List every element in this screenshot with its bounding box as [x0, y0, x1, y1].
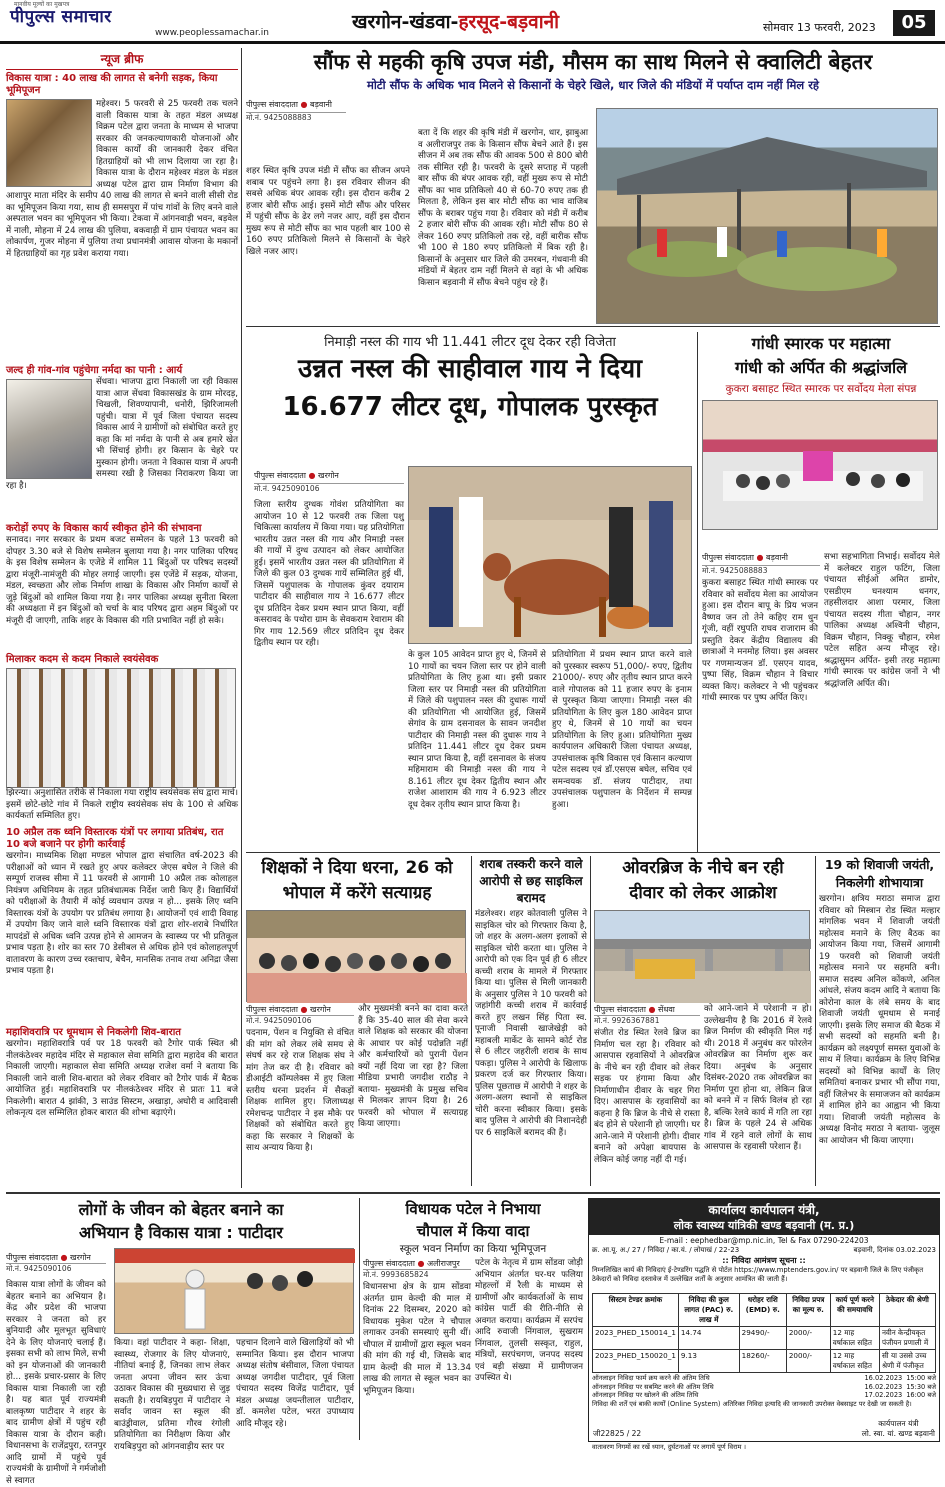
dharna-byline: पीपुल्स संवाददाता ● खरगोन — [246, 1005, 331, 1014]
tender-date-time: 16:00 बजे — [906, 1391, 936, 1399]
chaupal-body-col1: विधानसभा क्षेत्र के ग्राम सोंडवा अंतर्गत ग्राम केल्दी की माल में दिनांक 22 दिसम्बर, 2020 को विधायक मुकेश पटेल ने चौपाल लगाकर उनकी समस्याएं सुनी थीं। चौपाल में ग्रामीणों द्वारा स्कूल भवन की मांग की गई थी, जिसके बाद ग्राम केल्दी की माल में 13.34 लाख की लागत से स्कूल भवन का भूमिपूजन किया। — [363, 1282, 471, 1396]
column-divider — [471, 856, 472, 1186]
overbridge-byline: पीपुल्स संवाददाता ● सेंधवा — [594, 1005, 675, 1014]
brief-body: खरगोन। माध्यमिक शिक्षा मण्डल भोपाल द्वारा संचालित वर्ष-2023 की परीक्षाओं को ध्यान में रखते हुए अपर कलेक्टर जेएस बघेल ने जिले की सम्पूर्ण राजस्व सीमा में 11 फरवरी से आगामी 10 अप्रैल तक कोलाहल नियंत्रण अधिनियम के तहत प्रतिबंधात्मक निर्देश जारी किए हैं। विद्यार्थियों को परीक्षाओं के तैयारी में कोई व्यवधान उत्पन्न न हो... इसके लिए ध्वनि विस्तारक यंत्रों के उपयोग पर प्रतिबंध लगाया है। आयोजनों एवं शादी विवाह में उपयोग किए जाने वाले ध्वनि विस्तारक यंत्रों द्वारा शोर-शराबे निर्धारित मापदंडों से अधिक ध्वनि उत्पन्न होने से आमजन के स्वास्थ्य पर भी प्रतिकूल प्रभाव पड़ता है। शोर का स्तर 70 डेसीबल से अधिक होने एवं कोलाहलपूर्ण वातावरण के कारण उच्च रक्तचाप, बेचैन, मानसिक तनाव तथा अनिद्रा जैसा प्रभाव पड़ता है। — [6, 851, 238, 976]
brief-body: सनावद। नगर सरकार के प्रथम बजट सम्मेलन के पहले 13 फरवरी को दोपहर 3.30 बजे से विशेष सम्मेलन बुलाया गया है। नगर पालिका परिषद के इस विशेष सम्मेलन के एजेंडे में शामिल 11 बिंदुओं पर परिषद सदस्यों द्वारा मंजूरी-नामंजूरी की मोहर लगाई जाएगी। इस एजेंडे में सड़क, योजना, मंडल, स्वच्छता और लोक निर्माण शाखा के विकास और निर्माण कार्यों से जुड़े बिंदुओं को शामिल किया गया है। नगर पालिका अध्यक्ष सुनीता बिरला की अध्यक्षता में इन बिंदुओं को चर्चा के बाद परिषद द्वारा अहम बिंदुओं पर मंजूरी दी जाएगी, ताकि शहर के विकास की गति प्रभावित नहीं हो सके। — [6, 535, 238, 626]
tender-notice — [588, 1198, 940, 1451]
brief-body: खरगोन। महाशिवरात्रि पर्व पर 18 फरवरी को टैगोर पार्क स्थित श्री नीलकंठेश्वर महादेव मंदिर से महाकाल सेवा समिति द्वारा महादेव की बारात निकाली जाएगी। महाकाल सेवा समिति अध्यक्ष राजेश वर्मा ने बताया कि निकाली जाने वाली शिव-बारात को लेकर रविवार को टैगोर पार्क में बैठक आयोजित हुई। महाशिवरात्रि पर नीलकंठेश्वर मंदिर से प्रातः 11 बजे निकलेगी। बारात 4 झांकी, 3 साउंड सिस्टम, अखाड़ा, अघोरी व आदिवासी लोकनृत्य दल सम्मिलित होकर बारात की शोभा बढ़ाएंगे। — [6, 1039, 238, 1118]
byline-mobile: मो.नं. 9425088883 — [246, 112, 346, 123]
brief-headline: विकास यात्रा : 40 लाख की लागत से बनेगी सड़क, किया भूमिपूजन — [6, 73, 218, 96]
region-title-accent: हरसूद-बड़वानी — [458, 11, 560, 33]
tender-signature-row — [589, 1417, 939, 1441]
dharna-headline-1: शिक्षकों ने दिया धरना, 26 को — [261, 858, 453, 878]
teachers-protest-illustration — [247, 911, 467, 1003]
vikas-yatra-illustration — [115, 1249, 355, 1335]
website-url[interactable]: www.peoplessamachar.in — [155, 28, 269, 38]
brief-photo-rss-march — [6, 668, 236, 788]
tender-cell: 12 माह वर्षाकाल सहित — [830, 1327, 879, 1350]
column-divider — [590, 856, 591, 1186]
tender-email: E-mail : eephedbar@mp.nic.in, Tel & Fax 07290-224203 — [659, 1236, 869, 1245]
tender-table-header — [593, 1294, 936, 1327]
tender-dates — [589, 1374, 939, 1400]
brief-photo-vikas-yatra — [6, 99, 92, 187]
tender-date-label: ऑनलाइन निविदा पर सबमिट करने की अंतिम तिथि — [592, 1382, 714, 1391]
tender-signature — [862, 1419, 935, 1439]
brief-headline: 10 अप्रैल तक ध्वनि विस्तारक यंत्रों पर लगाया प्रतिबंध, रात 10 बजे बजाने पर होगी कार्रवाई — [6, 827, 224, 850]
byline-mobile: मो.नं. 9425088883 — [702, 565, 820, 576]
sahiwal-kicker: निमाड़ी नस्ल की गाय भी 11.441 लीटर दूध देकर रही विजेता — [324, 335, 616, 350]
chaupal-headline-1: विधायक पटेल ने निभाया — [405, 1200, 541, 1218]
tender-col-header: धरोहर राशि (EMD) रु. — [739, 1294, 786, 1327]
sahiwal-story — [246, 332, 694, 854]
vikas-body-col2: किया। वहां पाटीदार ने कहा- शिक्षा, स्वास्थ्य, रोजगार के लिए योजनाएं, नीतियां बनाई हैं, जिनका लाभ लेकर जनता अपना जीवन स्तर ऊंचा उठाकर विकास की मुख्यधारा से जुड़ सकती है। रायबिड़पुरा में पाटीदार ने सर्वाद जावन स्त स्कूल की बाउंड्रीवाल, प्रतिमा गौरव रंगोली प्रतियोगिता का निरीक्षण किया और रायबिड़पुरा को आंगनवाड़ीय स्तर पर — [114, 1338, 230, 1452]
byline-mobile: मो.नं. 9993685824 — [363, 1269, 471, 1280]
tender-date-value: 16.02.2023 — [864, 1374, 903, 1382]
dharna-photo — [246, 910, 466, 1002]
byline-mobile: मो.नं. 9425090106 — [246, 1015, 354, 1026]
brief-item — [6, 1027, 238, 1167]
sahiwal-headline-1: उन्नत नस्ल की साहीवाल गाय ने दिया — [298, 354, 642, 384]
sahiwal-byline: पीपुल्स संवाददाता ● खरगोन मो.नं. 9425090106 — [254, 470, 404, 494]
sahiwal-body-col2: के कुल 105 आवेदन प्राप्त हुए थे, जिनमें से 10 गायों का चयन जिला स्तर पर होने वाली प्रतियोगिता के लिए हुआ था। इसी प्रकार जिला स्तर पर निमाड़ी नस्ल की प्रतियोगिता में जिले की पशुपालन नस्ल की दुधारू गायों की प्रतियोगिता भी आयोजित हुई, जिसमें सेगांव के ग्राम दसनावल के सावन जनदीश पाटीदार की निमाड़ी नस्ल की दुधारू गाय ने प्रतिदिन 11.441 लीटर दूध देकर प्रथम स्थान प्राप्त किया है, वहीं दसनावल के संजय महिमाराम की निमाड़ी नस्ल की गाय ने 8.161 लीटर दूध देकर द्वितीय स्थान और राजेश आशाराम की गाय ने 6.923 लीटर दूध देकर तृतीय स्थान प्राप्त किया है। — [408, 650, 546, 810]
byline-mobile: मो.नं. 9425090106 — [6, 1263, 106, 1274]
vikas-yatra-story — [6, 1198, 356, 1486]
tender-cell: 18260/- — [739, 1350, 786, 1373]
saunf-headline: सौंफ से महकी कृषि उपज मंडी, मौसम का साथ मिलने से क्वालिटी बेहतर — [313, 50, 873, 74]
shivaji-story — [819, 856, 940, 1191]
issue-date: सोमवार 13 फरवरी, 2023 — [763, 21, 876, 34]
shivaji-body: खरगोन। क्षत्रिय मराठा समाज द्वारा रविवार को मिस्त्रान रोड स्थित मल्हार मांगलिक भवन में शिवाजी जयंती महोत्सव मनाने के लिए बैठक का आयोजन किया गया, जिसमें आगामी 19 फरवरी को शिवाजी जयंती महोत्सव मनाने पर सहमति बनी। समाज सदस्य अनिल कोंकणे, अनिल आंधले, संजय कदम आदि ने बताया कि कोरोना काल के लंबे समय के बाद शिवाजी जयंती धूमधाम से मनाई जाएगी। इसके लिए समाज की बैठक में सभी सदस्यों को सहमति बनी है। कार्यक्रम को लक्ष्यपूर्ण समस्त युवाओं के साथ में लिया। कार्यक्रम के लिए विभिन्न सदस्यों को विभिन्न कार्यों के लिए समितियां बनाकर प्रभार भी सौंपा गया, वहीं जिलेभर के समाजजन को कार्यक्रम में शामिल होने का आह्वान भी किया गया। शिवाजी जयंती महोत्सव के अध्यक्ष विनोद मराठा ने बताया- जुलूस का आयोजन भी किया जाएगा। — [819, 894, 940, 1146]
dharna-body-col2: और मुख्यमंत्री बनने का दावा करते हैं कि 35-40 साल की सेवा करने वाले शिक्षक को सरकार की योजना के आधार पर कोई पदोन्नति नहीं और कर्मचारियों को पुरानी पेंशन क्यों नहीं दिया जा रहा है? जिला मीडिया प्रभारी जगदीश राठौड़ ने बताया- मुख्यमंत्री के प्रमुख सचिव से मिलकर ज्ञापन दिया है। 26 फरवरी को भोपाल में सत्याग्रह किया जाएगा। — [358, 1004, 468, 1129]
brief-photo-narmada — [6, 379, 92, 479]
brief-item — [6, 827, 238, 1023]
tender-note: वातावरण निगमों का रखें ध्यान, दुर्घटनाओं पर लगायें पूर्ण विराम । — [589, 1441, 939, 1451]
tender-signature-office: लो. स्वा. यां. खण्ड बड़वानी — [861, 1428, 935, 1438]
gandhi-byline: पीपुल्स संवाददाता ● बड़वानी मो.नं. 9425088883 — [702, 552, 820, 576]
tender-table — [592, 1293, 936, 1373]
chaupal-story — [363, 1198, 583, 1440]
byline-name: पीपुल्स संवाददाता — [594, 1005, 646, 1014]
gandhi-story — [702, 332, 940, 852]
chaupal-byline: पीपुल्स संवाददाता ● अलीराजपुर — [363, 1259, 460, 1268]
tender-cell: 2023_PHED_150014_1 — [593, 1327, 679, 1350]
sharab-story — [475, 856, 587, 1191]
byline-place: खरगोन — [310, 1005, 331, 1014]
chaupal-body-col2: पटेल के नेतृत्व में ग्राम सोंडवा जोड़ी अभियान अंतर्गत घर-घर फलिया मोहल्लों में रैली के माध्यम से ग्रामीणों और कार्यकर्ताओं के साथ कांग्रेस पार्टी की रीति-नीति से अवगत कराया। कार्यक्रम में सरपंच आदि रुवाजी निंगवाल, सुखराम निंगवाल, तुलसी सस्कृत, राहुल, मंत्रियों, सरपंचगण, जनपद सदस्य एवं बड़ी संख्या में ग्रामीणजन उपस्थित थे। — [475, 1258, 583, 1383]
overbridge-story — [594, 856, 812, 1191]
newspaper-logo: पीपुल्स समाचार — [10, 7, 112, 27]
tender-cell: सी या उससे उच्च श्रेणी में पंजीकृत — [879, 1350, 935, 1373]
tender-cell: 14.74 — [678, 1327, 739, 1350]
tender-date-row — [592, 1391, 936, 1400]
table-row — [593, 1327, 936, 1350]
byline-name: पीपुल्स संवाददाता — [246, 1005, 298, 1014]
region-title — [352, 8, 724, 36]
dharna-body-col1: पदनाम, पेंशन व नियुक्ति से वंचित की मांग को लेकर लंबे समय से संघर्ष कर रहे राज शिक्षक संघ ने मांग तेज कर दी है। रविवार को डीआईटी कॉम्पलेक्स में हुए जिला स्तरीय धरना प्रदर्शन में सैकड़ों शिक्षक शामिल हुए। जिलाध्यक्ष रमेशचन्द्र पाटीदार ने इस मौके पर शिक्षकों को संबोधित करते हुए कहा कि सरकार ने शिक्षकों के साथ अन्याय किया है। — [246, 1028, 354, 1153]
byline-place: बड़वानी — [310, 100, 332, 109]
sharab-body: मंडलेश्वर। शहर कोतवाली पुलिस ने साइकिल चोर को गिरफ्तार किया है, जो शहर के अलग-अलग इलाकों से साइकिल चोरी करता था। पुलिस ने आरोपी को एक दिन पूर्व ही 6 लीटर कच्ची शराब के मामले में गिरफ्तार किया था। पुलिस से मिली जानकारी के अनुसार पुलिस ने 10 फरवरी को जहांगीरी कच्ची शराब में कार्रवाई करते हुए लखन सिंह पिता स्व. पूनाजी निवासी खाजेखेड़ी को महाबली मार्केट के सामने कोर्ट रोड से 6 लीटर जहरीली शराब के साथ पकड़ा। पुलिस ने आरोपी के खिलाफ प्रकरण दर्ज कर गिरफ्तार किया। पुलिस पूछताछ में आरोपी ने शहर के अलग-अलग स्थानों से साइकिल चोरी करना स्वीकार किया। इसके बाद पुलिस ने आरोपी की निशानदेही पर 6 साइकिलें बरामद की हैं। — [475, 909, 587, 1138]
saunf-body-col1: शहर स्थित कृषि उपज मंडी में सौंफ का सीजन अपने शबाब पर पहुंचने लगा है। इस रविवार सीजन की सबसे अधिक बंपर आवक रही। इस दौरान करीब 2 हजार बोरी सौंफ आई। इसमें मोटी सौंफ और परिसर में पहुंची सौंफ के ढेर लगे नजर आए, वहीं इस दौरान मुख्य रूप से मोटी सौंफ का भाव पहली बार 100 से 160 रुपए प्रतिकिलो मिलने से किसानों के चेहरे खिले नजर आए। — [246, 166, 410, 257]
vikas-body-col1: विकास यात्रा लोगों के जीवन को बेहतर बनाने का अभियान है। केंद्र और प्रदेश की भाजपा सरकार ने जनता को हर बुनियादी और मूलभूत सुविधाएं देने के लिए योजनाएं चलाई हैं। इसका सभी को लाभ मिले, सभी को इन योजनाओं की जानकारी हो... इसके प्रचार-प्रसार के लिए विकास यात्रा निकाली जा रही है। यह बात पूर्व राज्यमंत्री बालकृष्ण पाटीदार ने शहर के बाद ग्रामीण क्षेत्रों में पहुंच रही विकास यात्रा के दौरान कही। विधानसभा के राजेंद्रपुरा, रतनपुर आदि ग्रामों में पहुंचे पूर्व राज्यमंत्री के ग्रामीणों ने गर्मजोशी से स्वागत — [6, 1280, 106, 1486]
tender-ref-no: क्र. आ.यू. अ./ 27 / निविदा / का.यं. / लोयाखं / 22-23 — [592, 1246, 740, 1254]
sahiwal-body-col1: जिला स्तरीय दुग्धक गोवंश प्रतियोगिता का आयोजन 10 से 12 फरवरी तक जिला पशु चिकित्सा कार्यालय में किया गया। यह प्रतियोगिता भारतीय उन्नत नस्ल की गाय और निमाड़ी नस्ल की गायों में दुग्ध उत्पादन को लेकर आयोजित हुई। इसमें भारतीय उन्नत नस्ल की प्रतियोगिता में जिले की कुल 03 दुग्धक गायें सम्मिलित हुई थीं, जिसमें पशुपालक के गोपालक कुंवर दयाराम पाटीदार की साहीवाल गाय ने 16.677 लीटर दूध प्रतिदिन देकर प्रथम स्थान प्राप्त किया, वहीं कसरावद के पथोरा ग्राम के सेवकराम रेवाराम की गिर गाय 12.569 लीटर प्रतिदिन दूध देकर द्वितीय स्थान पर रही। — [254, 500, 404, 648]
byline-name: पीपुल्स संवाददाता — [363, 1259, 415, 1268]
tender-header — [589, 1199, 939, 1235]
byline-place: सेंधवा — [658, 1005, 675, 1014]
tender-ref-date: बड़वानी, दिनांक 03.02.2023 — [853, 1246, 936, 1254]
shivaji-headline: 19 को शिवाजी जयंती, निकलेगी शोभायात्रा — [824, 857, 935, 890]
tender-date-value: 16.02.2023 — [864, 1382, 903, 1391]
saunf-mandi-photo — [596, 108, 938, 324]
masthead — [0, 0, 945, 44]
byline-mobile: मो.नं. 9425090106 — [254, 483, 404, 494]
chaupal-headline-2: चौपाल में किया वादा — [416, 1222, 530, 1240]
tender-footnote: निविदा की शर्तें एवं बाकी कार्यों (Online System) अतिरिक्त निविदा इत्यादि की जानकारी उपरोक्त वेबसाइट पर देखी जा सकती है। — [592, 1399, 912, 1408]
section-divider — [246, 326, 940, 327]
tender-signature-title: कार्यपालन यंत्री — [878, 1418, 919, 1428]
tender-date-value: 17.02.2023 — [864, 1391, 903, 1399]
brief-headline: जल्द ही गांव-गांव पहुंचेगा नर्मदा का पानी : आर्य — [6, 365, 183, 376]
vikas-headline-1: लोगों के जीवन को बेहतर बनाने का — [78, 1200, 284, 1219]
sahiwal-cow-photo — [408, 466, 692, 644]
tender-date-label: ऑनलाइन निविदा फार्म क्रय करने की अंतिम तिथि — [592, 1374, 710, 1382]
cow-award-illustration — [409, 467, 693, 645]
dharna-headline-2: भोपाल में करेंगे सत्याग्रह — [282, 883, 432, 903]
vikas-byline: पीपुल्स संवाददाता ● खरगोन मो.नं. 9425090106 — [6, 1252, 106, 1274]
news-brief-label: न्यूज ब्रीफ — [6, 48, 238, 70]
vikas-yatra-photo — [114, 1248, 354, 1334]
byline-place: खरगोन — [70, 1253, 91, 1262]
brief-body: महेश्वर। 5 फरवरी से 25 फरवरी तक चलने वाली विकास यात्रा के तहत मंडल अध्यक्ष विक्रम पटेल द्वारा जनता के माध्यम से भाजपा सरकार की जनकल्याणकारी योजनाओं और विकास कार्यों की जानकारी देकर वंचित हितग्राहियों को भी लाभ दिलाया जा रहा है। विकास यात्रा के दौरान महेश्वर मंडल के मंडल अध्यक्ष पटेल द्वारा ग्राम निर्माण विभाग की आशापुर माता मंदिर के समीप 40 लाख की लागत से बनने वाली सीसी रोड का भूमिपूजन किया गया, साथ ही समसपुरा में पांच गांवों के लिए बनने वाले अस्पताल भवन का भूमिपूजन भी किया। टेकवा में आंगनवाड़ी भवन, बड़वेल में नाली, मोहना में 24 लाख की पुलिया, बकवाड़ी में ग्राम पंचायत भवन का लोकार्पण, गुजर मोहना में पुलिया तथा प्रधानमंत्री आवास योजना के मकानों में हितग्राहियों का गृह प्रवेश कराया गया। — [6, 99, 238, 259]
section-divider — [246, 852, 940, 853]
brief-item — [6, 73, 238, 361]
sarvodaya-mela-illustration — [703, 401, 939, 531]
column-divider — [241, 48, 242, 1188]
gandhi-kicker: कुकरा बसाहट स्थित स्मारक पर सर्वोदय मेला संपन्न — [725, 383, 917, 395]
saunf-byline: पीपुल्स संवाददाता ● बड़वानी — [246, 100, 332, 109]
brief-item — [6, 523, 238, 650]
tender-cell: 2000/- — [786, 1350, 830, 1373]
overbridge-photo — [594, 910, 810, 1002]
tender-notice-text: निम्नलिखित कार्य की निविदाएं ई-टेण्डरिंग पद्धति से पोर्टल https://www.mptenders.gov.in/ पर बड़वानी जिले के लिए पंजीकृत ठेकेदारों को निविदा दस्तावेज में उल्लेखित शर्तों के अनुसार आमंत्रित की जाती हैं। — [592, 1266, 924, 1283]
overbridge-body-col2: को आने-जाने में परेशानी न हो। उल्लेखनीय है कि 2016 में रेलवे ब्रिज निर्माण की स्वीकृति मिल गई थी। 2018 में अनुबंध कर फोरलेन ओवरब्रिज का निर्माण शुरू कर दिया। अनुबंध के अनुसार दिसंबर-2020 तक ओवरब्रिज का निर्माण पूरा होना था, लेकिन ब्रिज को बनने में न सिर्फ विलंब हो रहा है, बल्कि रेलवे कार्य में गति ला रहा है। ब्रिज के पहले 24 से अधिक गांव में रहने वाले लोगों के साथ आसपास के रहवासी परेशान हैं। — [704, 1004, 812, 1152]
overbridge-headline-2: दीवार को लेकर आक्रोश — [629, 883, 777, 903]
gandhi-headline-1: गांधी स्मारक पर महात्मा — [751, 334, 891, 353]
tender-col-header: निविदा प्रपत्र का मूल्य रु. — [786, 1294, 830, 1327]
brief-headline: करोड़ों रुपए के विकास कार्य स्वीकृत होने की संभावना — [6, 523, 202, 534]
byline-place: खरगोन — [318, 471, 339, 480]
byline-mobile: मो.नं. 9926367881 — [594, 1015, 700, 1026]
tender-col-header: सिस्टम टेण्डर क्रमांक — [593, 1294, 679, 1327]
tender-title-1: कार्यालय कार्यपालन यंत्री, — [708, 1203, 820, 1217]
brief-headline: मिलाकर कदम से कदम निकाले स्वयंसेवक — [6, 654, 159, 665]
tender-cell: 2000/- — [786, 1327, 830, 1350]
tender-col-header: निविदा की कुल लागत (PAC) रु. लाख में — [678, 1294, 739, 1327]
tender-ref-row — [589, 1246, 939, 1255]
tender-col-header: कार्य पूर्ण करने की समयावधि — [830, 1294, 879, 1327]
column-divider — [697, 332, 698, 852]
byline-place: बड़वानी — [766, 553, 788, 562]
brief-item — [6, 365, 238, 519]
table-row — [593, 1350, 936, 1373]
byline-name: पीपुल्स संवाददाता — [702, 553, 754, 562]
tender-cell: 12 माह वर्षाकाल सहित — [830, 1350, 879, 1373]
gandhi-body-col1: कुकरा बसाहट स्थित गांधी स्मारक पर रविवार को सर्वोदय मेला का आयोजन हुआ। इस दौरान बापू के प्रिय भजन वैष्णव जन तो तेने कहिए राम धुन गूंजी, वहीं रघुपति राघव राजाराम की प्रस्तुति देकर केंद्रीय विद्यालय की छात्राओं ने मनमोह लिया। इस अवसर पर गणमान्यजन डॉ. एसएन यादव, पुष्पा सिंह, विक्रम चौहान ने विचार व्यक्त किए। कलेक्टर ने भी पहुंचकर गांधी स्मारक पर पुष्प अर्पित किए। — [702, 578, 818, 703]
tender-cell: 29490/- — [739, 1327, 786, 1350]
chaupal-kicker: स्कूल भवन निर्माण का किया भूमिपूजन — [399, 1243, 547, 1255]
sharab-headline: शराब तस्करी करने वाले आरोपी से छह साइकिल बरामद — [479, 857, 583, 905]
logo-tagline: मानवीय मूल्यों का मुखपत्र — [14, 1, 70, 8]
bridge-construction-illustration — [595, 911, 811, 1003]
column-divider — [359, 1198, 360, 1440]
column-divider — [815, 856, 816, 1186]
sahiwal-headline-2: 16.677 लीटर दूध, गोपालक पुरस्कृत — [282, 392, 658, 422]
tender-code: जी22825 / 22 — [593, 1428, 642, 1438]
gandhi-smarak-photo — [702, 400, 938, 530]
tender-cell: नवीन केन्द्रीयकृत पंजीयन प्रणाली में — [879, 1327, 935, 1350]
saunf-subhead: मोटी सौंफ के अधिक भाव मिलने से किसानों के चेहरे खिले, धार जिले की मंडियों में पर्याप्त दाम नहीं मिल रहे — [366, 78, 820, 92]
vikas-body-col3: पहचान दिलाने वाले खिलाड़ियों को भी सम्मानित किया। इस दौरान भाजपा अध्यक्ष संतोष बंसीवाल, जिला पंचायत अध्यक्ष जगदीश पाटीदार, पूर्व जिला पंचायत सदस्य विजेंद्र पाटीदार, पूर्व मंडल अध्यक्ष जयन्तीलाल पाटीदार, डॉ. कमलेश पटेल, भरत उपाध्याय आदि मौजूद रहे। — [236, 1338, 354, 1429]
saunf-body-col2: बता दें कि शहर की कृषि मंडी में खरगोन, धार, झाबुआ व अलीराजपुर तक के किसान सौंफ बेचने आते हैं। इस सीजन में अब तक सौंफ की आवक 500 से 800 बोरी तक सीमित रही है। फरवरी के दूसरे सप्ताह में पहली बार सौंफ की बंपर आवक रही, वहीं मुख्य रूप से मोटी सौंफ का भाव प्रतिकिलो 40 से 60-70 रुपए तक ही मिलता है, लेकिन इस बार मोटी सौंफ का भाव वाजिब सौंफ के बराबर पहुंच गया है। रविवार को मंडी में करीब 2 हजार बोरी सौंफ की आवक रही। मोटी सौंफ 80 से लेकर 160 रुपए प्रतिकिलो तक रहे, वहीं बारीक सौंफ भी 100 से 180 रुपए प्रतिकिलो में बिक रही है। किसानों के अनुसार धार जिले की उमरबन, गंधवानी की मंडियों में बेहतर दाम नहीं मिलने से वहां के भी अधिक किसान बड़वानी में सौंफ बेचने पहुंच रहे हैं। — [418, 128, 588, 288]
tender-title-2: लोक स्वास्थ्य यांत्रिकी खण्ड बड़वानी (म. प्र.) — [673, 1219, 855, 1232]
tender-cell: 2023_PHED_150020_1 — [593, 1350, 679, 1373]
saunf-story — [246, 48, 940, 328]
vikas-headline-2: अभियान है विकास यात्रा : पाटीदार — [79, 1223, 283, 1242]
tender-col-header: ठेकेदार की श्रेणी — [879, 1294, 935, 1327]
tender-notice-title: :: निविदा आमंत्रण सूचना :: — [722, 1256, 806, 1265]
gandhi-headline-2: गांधी को अर्पित की श्रद्धांजलि — [735, 358, 907, 377]
byline-name: पीपुल्स संवाददाता — [6, 1253, 58, 1262]
overbridge-headline-1: ओवरब्रिज के नीचे बन रही — [622, 858, 784, 878]
page-number: 05 — [893, 10, 935, 36]
tender-date-label: ऑनलाइन निविदा पर खोलने की अंतिम तिथि — [592, 1391, 699, 1399]
tender-date-time: 15:00 बजे — [906, 1374, 936, 1382]
byline-name: पीपुल्स संवाददाता — [246, 100, 298, 109]
brief-item — [6, 654, 238, 823]
brief-body: सेंधवा। भाजपा द्वारा निकाली जा रही विकास यात्रा आज सेंधवा विकासखंड के ग्राम मोरदड़, चिखली, शिवण्यापानी, धनोरी, झिरिजामली पहुंची। यात्रा में पूर्व जिला पंचायत सदस्य विकास आर्य ने ग्रामीणों को संबोधित करते हुए कहा कि मां नर्मदा के पानी से अब हमारे खेत भी सिंचाई होगी। हर किसान के चेहरे पर मुस्कान होगी। जनता ने विकास यात्रा में अपनी समस्या रखी है जिसका निराकरण किया जा रहा है। — [6, 377, 238, 491]
tender-date-time: 15:30 बजे — [906, 1382, 936, 1391]
brief-body: झिरन्या। अनुशासित तरीके से निकाला गया राष्ट्रीय स्वयंसेवक संघ द्वारा मार्च। इसमें छोटे-छोटे गांव में निकले राष्ट्रीय स्वयंसेवक संघ के 100 से अधिक कार्यकर्ता सम्मिलित हुए। — [6, 788, 239, 821]
byline-name: पीपुल्स संवाददाता — [254, 471, 306, 480]
section-divider — [6, 1192, 940, 1194]
overbridge-body-col1: संजीत रोड स्थित रेलवे ब्रिज का निर्माण चल रहा है। रविवार को आसपास रहवासियों ने ओवरब्रिज के नीचे बन रही दीवार को लेकर सड़क पर हंगामा किया और निर्माणाधीन दीवार के चहर गिरा दिए। आसपास के रहवासियों का कहना है कि ब्रिज के नीचे से रास्ता बंद होने से परेशानी हो जाएगी। घर आने-जाने में परेशानी होगी। दीवार बनाने को अपेक्षा बायपास के लेकिन कोई जगह नहीं दी गई। — [594, 1028, 700, 1165]
brief-headline: महाशिवरात्रि पर धूमधाम से निकलेगी शिव-बारात — [6, 1027, 182, 1038]
region-title-main: खरगोन-खंडवा- — [352, 11, 459, 33]
mandi-shed-illustration — [597, 109, 939, 325]
gandhi-body-col2: सभा सहभागिता निभाई। सर्वोदय मेले में कलेक्टर राहुल फटिंग, जिला पंचायत सीईओ अमित डामोर, एसडीएम घनश्याम धनगर, तहसीलदार आशा परमार, जिला पंचायत सदस्य गीता चौहान, नगर पालिका अध्यक्ष अश्विनी चौहान, विक्रम चौहान, निक्कू चौहान, रमेश पटेल सहित अन्य मौजूद रहे। श्रद्धासुमन अर्पित- इसी तरह महात्मा गांधी स्मारक पर कांग्रेस जनों ने भी श्रद्धांजलि अर्पित की। — [824, 552, 940, 689]
dharna-story — [246, 856, 468, 1191]
tender-date-row — [592, 1374, 936, 1383]
tender-date-row — [592, 1383, 936, 1392]
byline-place: अलीराजपुर — [427, 1259, 460, 1268]
sahiwal-body-col3: प्रतियोगिता में प्रथम स्थान प्राप्त करने वाले को पुरस्कार स्वरूप 51,000/- रुपए, द्वितीय 21000/- रुपए और तृतीय स्थान प्राप्त करने वाले गोपालक को 11 हजार रुपए के इनाम से पुरस्कृत किया जाएगा। निमाड़ी नस्ल की प्रतियोगिता के लिए कुल 180 आवेदन प्राप्त हुए थे, जिनमें से 10 गायों का चयन प्रतियोगिता के लिए हुआ। प्रतियोगिता मुख्य कार्यपालन अधिकारी जिला पंचायत अध्यक्ष, उपसंचालक कृषि विकास एवं किसान कल्याण पटेल सदस्य एवं डॉ.एसएस बघेल, सचिव एवं समन्वयक डॉ. संजय पाटीदार, तथा उपसंचालक पशुपालन के निर्देशन में सम्पन्न हुआ। — [552, 650, 692, 810]
tender-cell: 9.13 — [678, 1350, 739, 1373]
news-brief-column — [6, 48, 238, 1198]
